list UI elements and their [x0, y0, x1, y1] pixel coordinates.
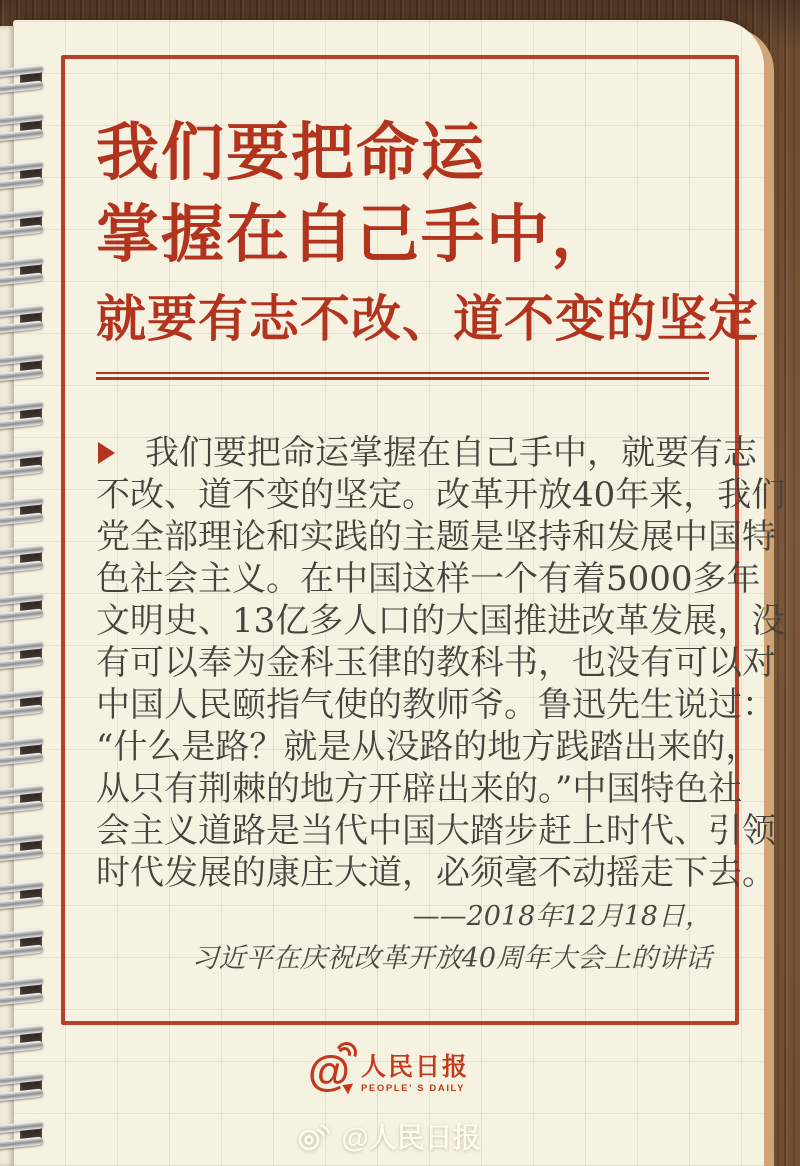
quote-line	[96, 432, 757, 474]
quote-line: 从只有荆棘的地方开辟出来的。”中国特色社	[96, 769, 743, 809]
quote-line: 有可以奉为金科玉律的教科书，也没有可以对	[96, 643, 776, 683]
watermark-text: @人民日报	[341, 1122, 481, 1153]
spiral-ring	[0, 66, 46, 92]
spiral-ring	[0, 162, 46, 188]
spiral-ring	[0, 498, 46, 524]
spiral-ring	[0, 354, 46, 380]
quote-body	[96, 432, 786, 894]
double-rule-divider	[96, 372, 709, 380]
spiral-ring	[0, 594, 46, 620]
headline-line-2: 掌握在自己手中，	[96, 200, 616, 270]
quote-line: 色社会主义。在中国这样一个有着5000多年	[96, 559, 761, 599]
weibo-icon	[296, 1120, 332, 1152]
notebook-page	[13, 20, 786, 1166]
logo-english-name: PEOPLE' S DAILY	[360, 1083, 466, 1094]
quote-line: 会主义道路是当代中国大踏步赶上时代、引领	[96, 811, 776, 851]
quote-line: “什么是路？就是从没路的地方践踏出来的，	[96, 727, 760, 767]
spiral-ring	[0, 834, 46, 860]
spiral-ring	[0, 786, 46, 812]
attribution-source: 习近平在庆祝改革开放40周年大会上的讲话	[191, 943, 712, 974]
headline-line-1: 我们要把命运	[96, 118, 486, 188]
spiral-ring	[0, 930, 46, 956]
spiral-ring	[0, 114, 46, 140]
quote-line: 中国人民颐指气使的教师爷。鲁迅先生说过：	[96, 685, 776, 725]
quote-line: 文明史、13亿多人口的大国推进改革发展，没	[96, 601, 786, 641]
spiral-ring	[0, 1074, 46, 1100]
spiral-ring	[0, 1026, 46, 1052]
spiral-ring	[0, 690, 46, 716]
logo-chinese-name: 人民日报	[360, 1053, 469, 1081]
quote-line: 不改、道不变的坚定。改革开放40年来，我们	[96, 475, 786, 515]
at-megaphone-icon	[308, 1048, 354, 1096]
attribution-date: ——2018年12月18日，	[412, 901, 712, 932]
quote-line: 时代发展的康庄大道，必须毫不动摇走下去。	[96, 853, 776, 893]
logo-text	[361, 1048, 469, 1094]
peoples-daily-logo	[13, 1048, 764, 1096]
spiral-ring	[0, 642, 46, 668]
at-glyph: @	[307, 1047, 350, 1095]
spiral-ring	[0, 306, 46, 332]
headline-line-3: 就要有志不改、道不变的坚定	[96, 291, 759, 347]
quote-line: 党全部理论和实践的主题是坚持和发展中国特	[96, 517, 776, 557]
spiral-ring	[0, 210, 46, 236]
spiral-ring	[0, 882, 46, 908]
spiral-binding	[0, 0, 60, 1166]
headline	[96, 112, 759, 354]
spiral-ring	[0, 546, 46, 572]
spiral-ring	[0, 978, 46, 1004]
spiral-ring	[0, 258, 46, 284]
spiral-ring	[0, 402, 46, 428]
weibo-watermark	[13, 1116, 764, 1156]
spiral-ring	[0, 450, 46, 476]
quote-line-text: 我们要把命运掌握在自己手中，就要有志	[145, 433, 757, 473]
spiral-ring	[0, 1122, 46, 1148]
bullet-triangle-icon	[98, 442, 115, 464]
spiral-ring	[0, 738, 46, 764]
attribution	[96, 896, 712, 980]
